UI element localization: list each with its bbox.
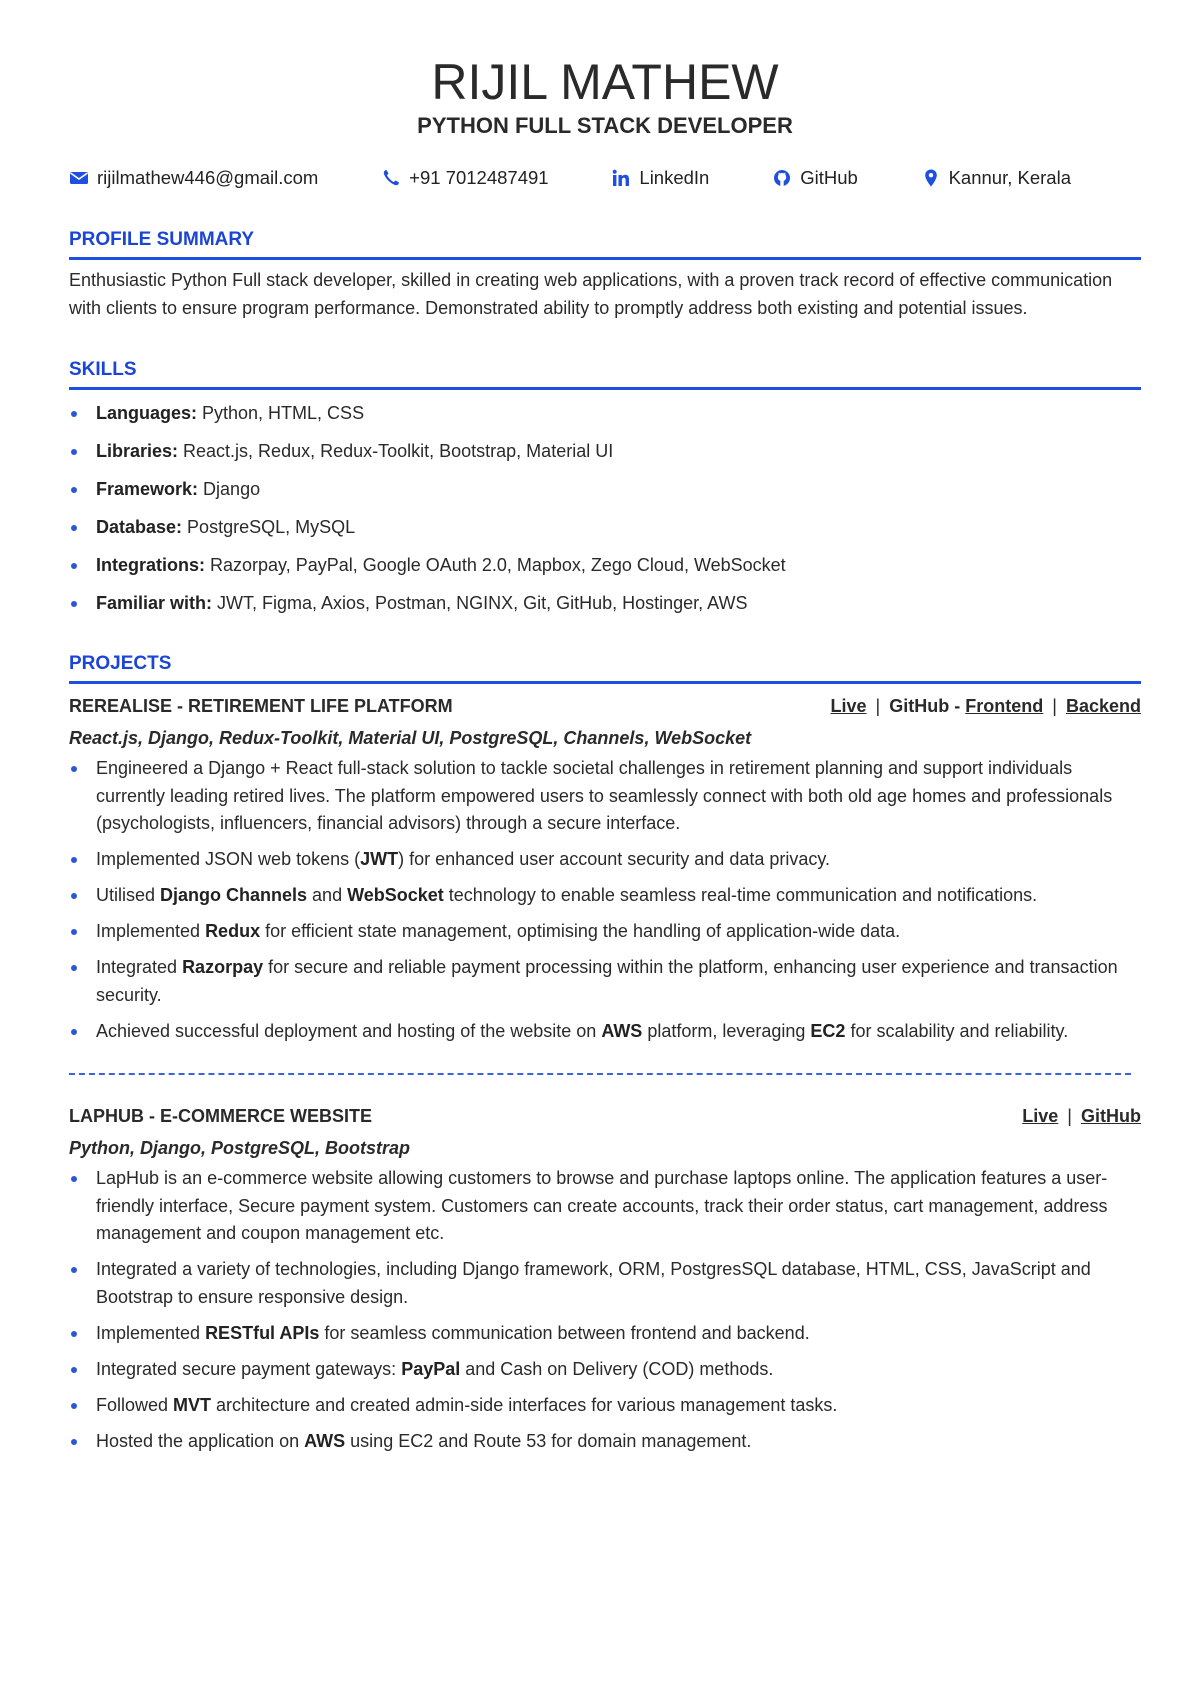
list-item: Integrated a variety of technologies, including Django framework, ORM, PostgresSQL database, HTML, CSS, JavaScript and Bootstrap to ensure responsive design. <box>69 1256 1141 1311</box>
section-title-summary: PROFILE SUMMARY <box>69 229 1141 260</box>
list-item: Implemented Redux for efficient state management, optimising the handling of application-wide data. <box>69 918 1141 946</box>
section-title-skills: SKILLS <box>69 359 1141 390</box>
list-item: Followed MVT architecture and created admin-side interfaces for various management tasks. <box>69 1392 1141 1420</box>
project-links: Live | GitHub <box>1022 1106 1141 1126</box>
list-item: Integrated Razorpay for secure and reliable payment processing within the platform, enhancing user experience and transaction security. <box>69 954 1141 1009</box>
project-tech-stack: React.js, Django, Redux-Toolkit, Material UI, PostgreSQL, Channels, WebSocket <box>69 728 752 748</box>
skill-item: Languages: Python, HTML, CSS <box>69 400 1141 428</box>
project-header-rerealise <box>69 696 1141 717</box>
skill-item: Familiar with: JWT, Figma, Axios, Postman, NGINX, Git, GitHub, Hostinger, AWS <box>69 590 1141 618</box>
contact-linkedin[interactable] <box>611 167 709 189</box>
github-text: GitHub <box>800 166 858 188</box>
project-title: REREALISE - RETIREMENT LIFE PLATFORM <box>69 696 453 716</box>
email-text: rijilmathew446@gmail.com <box>97 166 319 188</box>
skills-list <box>69 400 1141 618</box>
github-label: GitHub - <box>889 696 961 716</box>
contact-bar <box>69 167 1071 189</box>
skill-item: Libraries: React.js, Redux, Redux-Toolkit, Bootstrap, Material UI <box>69 438 1141 466</box>
resume-header <box>69 0 1141 139</box>
skill-item: Framework: Django <box>69 476 1141 504</box>
contact-email[interactable] <box>69 167 318 189</box>
skill-item: Integrations: Razorpay, PayPal, Google OAuth 2.0, Mapbox, Zego Cloud, WebSocket <box>69 552 1141 580</box>
project-header-laphub <box>69 1106 1141 1127</box>
contact-location <box>921 167 1071 189</box>
list-item: Implemented JSON web tokens (JWT) for enhanced user account security and data privacy. <box>69 846 1141 874</box>
phone-text: +91 7012487491 <box>409 166 549 188</box>
candidate-role: PYTHON FULL STACK DEVELOPER <box>417 112 793 138</box>
github-icon <box>772 168 792 188</box>
project-links: Live | GitHub - Frontend | Backend <box>830 696 1141 716</box>
backend-link[interactable]: Backend <box>1065 696 1141 716</box>
skill-item: Database: PostgreSQL, MySQL <box>69 514 1141 542</box>
live-link[interactable]: Live <box>1022 1106 1059 1126</box>
profile-summary-text: Enthusiastic Python Full stack developer, skilled in creating web applications, with a proven track record of effective communication with clients to ensure program performance. Demonstrated ability to promptly address both existing and potential issues. <box>69 269 1113 318</box>
candidate-name: RIJIL MATHEW <box>431 54 779 110</box>
project-bullets <box>69 1165 1141 1455</box>
location-text: Kannur, Kerala <box>948 166 1071 188</box>
contact-github[interactable] <box>772 167 858 189</box>
list-item: Implemented RESTful APIs for seamless communication between frontend and backend. <box>69 1320 1141 1348</box>
project-divider <box>69 1073 1131 1075</box>
list-item: Achieved successful deployment and hosting of the website on AWS platform, leveraging EC2 for scalability and reliability. <box>69 1018 1141 1046</box>
list-item: LapHub is an e-commerce website allowing customers to browse and purchase laptops online. The application features a user-friendly interface, Secure payment system. Customers can create accounts, track their order status, cart management, address management and coupon management etc. <box>69 1165 1141 1248</box>
map-pin-icon <box>921 168 941 188</box>
list-item: Utilised Django Channels and WebSocket technology to enable seamless real-time communication and notifications. <box>69 882 1141 910</box>
phone-icon <box>381 168 401 188</box>
list-item: Hosted the application on AWS using EC2 and Route 53 for domain management. <box>69 1428 1141 1456</box>
envelope-icon <box>69 168 89 188</box>
project-tech-stack: Python, Django, PostgreSQL, Bootstrap <box>69 1138 411 1158</box>
frontend-link[interactable]: Frontend <box>965 696 1044 716</box>
github-link[interactable]: GitHub <box>1081 1106 1141 1126</box>
list-item: Integrated secure payment gateways: PayPal and Cash on Delivery (COD) methods. <box>69 1356 1141 1384</box>
linkedin-icon <box>611 168 631 188</box>
linkedin-text: LinkedIn <box>639 166 710 188</box>
list-item: Engineered a Django + React full-stack solution to tackle societal challenges in retirement planning and support individuals currently leading retired lives. The platform empowered users to seamlessly connect with both old age homes and professionals (psychologists, influencers, financial advisors) through a secure interface. <box>69 755 1141 838</box>
section-title-projects: PROJECTS <box>69 653 1141 684</box>
live-link[interactable]: Live <box>830 696 867 716</box>
project-bullets <box>69 755 1141 1045</box>
contact-phone[interactable] <box>381 167 548 189</box>
project-title: LAPHUB - E-COMMERCE WEBSITE <box>69 1106 372 1126</box>
